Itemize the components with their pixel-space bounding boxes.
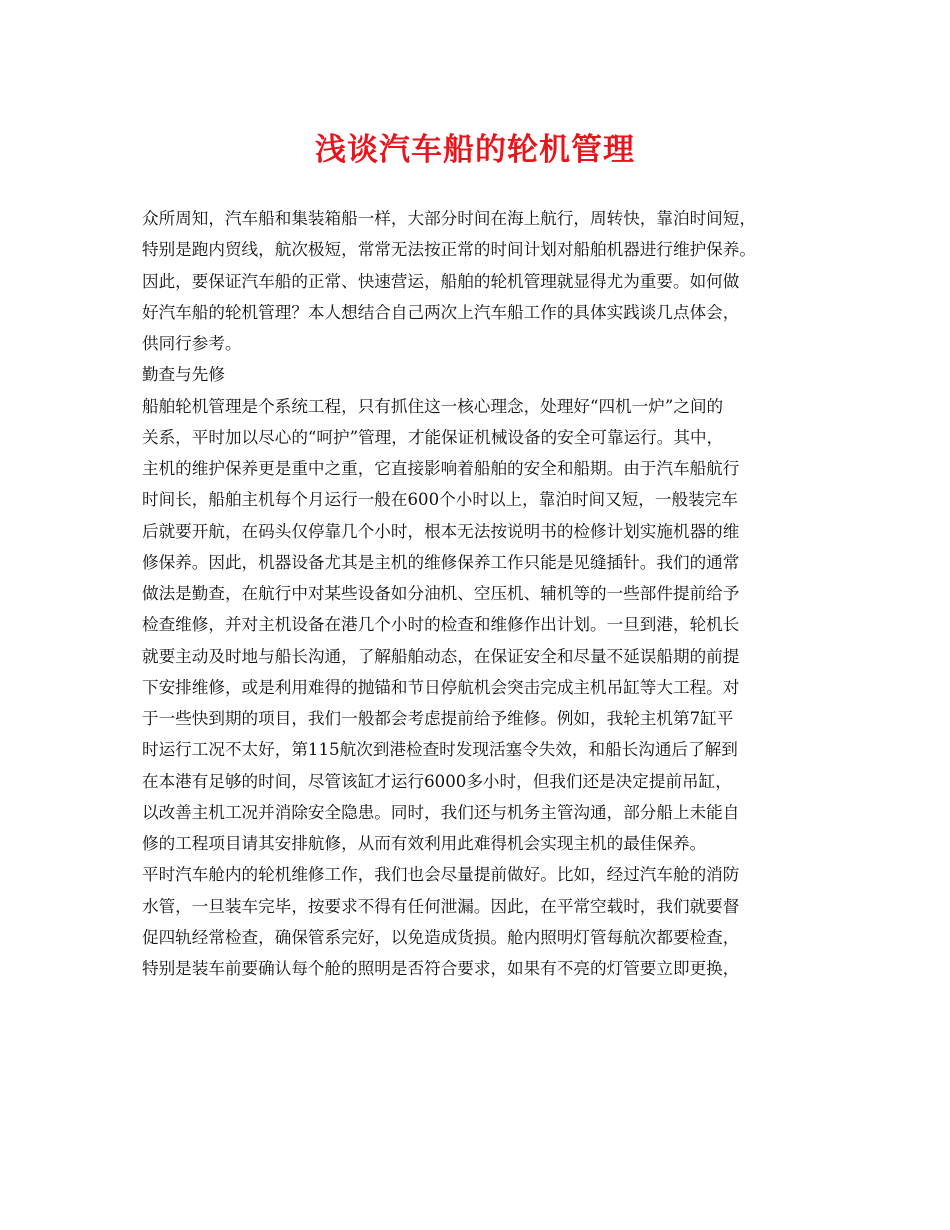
text-line: 下安排维修，或是利用难得的抛锚和节日停航机会突击完成主机吊缸等大工程。对 — [142, 677, 740, 697]
document-body — [142, 203, 842, 984]
text-line: 做法是勤查，在航行中对某些设备如分油机、空压机、辅机等的一些部件提前给予 — [142, 584, 740, 603]
text-line: 在本港有足够的时间，尽管该缸才运行6000多小时，但我们还是决定提前吊缸， — [142, 771, 732, 791]
text-line: 众所周知，汽车船和集装箱船一样，大部分时间在海上航行，周转快，靠泊时间短， — [142, 209, 756, 228]
text-line: 检查维修，并对主机设备在港几个小时的检查和维修作出计划。一旦到港，轮机长 — [142, 615, 740, 635]
text-line: 因此，要保证汽车船的正常、快速营运，船舶的轮机管理就显得尤为重要。如何做 — [142, 271, 740, 291]
text-line: 水管，一旦装车完毕，按要求不得有任何泄漏。因此，在平常空载时，我们就要督 — [142, 896, 740, 916]
text-line: 以改善主机工况并消除安全隐患。同时，我们还与机务主管沟通，部分船上未能自 — [142, 802, 740, 822]
text-line: 时间长，船舶主机每个月运行一般在600个小时以上，靠泊时间又短，一般装完车 — [142, 490, 738, 510]
document-title: 浅谈汽车船的轮机管理 — [315, 132, 635, 168]
text-line: 修的工程项目请其安排航修，从而有效利用此难得机会实现主机的最佳保养。 — [142, 834, 707, 853]
text-line: 船舶轮机管理是个系统工程，只有抓住这一核心理念，处理好“四机一炉”之间的 — [142, 396, 724, 416]
text-line: 关系，平时加以尽心的“呵护”管理，才能保证机械设备的安全可靠运行。其中， — [142, 427, 724, 447]
text-line: 就要主动及时地与船长沟通，了解船舶动态，在保证安全和尽量不延误船期的前提 — [142, 646, 740, 666]
text-line: 于一些快到期的项目，我们一般都会考虑提前给予维修。例如，我轮主机第7缸平 — [142, 709, 734, 728]
text-line: 主机的维护保养更是重中之重，它直接影响着船舶的安全和船期。由于汽车船航行 — [142, 459, 740, 478]
text-line: 时运行工况不太好，第115航次到港检查时发现活塞令失效，和船长沟通后了解到 — [142, 740, 738, 760]
text-line: 好汽车船的轮机管理？本人想结合自己两次上汽车船工作的具体实践谈几点体会， — [142, 302, 740, 322]
text-line: 促四轨经常检查，确保管系完好，以免造成货损。舱内照明灯管每航次都要检查， — [142, 927, 740, 947]
text-line: 修保养。因此，机器设备尤其是主机的维修保养工作只能是见缝插针。我们的通常 — [142, 552, 740, 572]
text-line: 平时汽车舱内的轮机维修工作，我们也会尽量提前做好。比如，经过汽车舱的消防 — [142, 865, 740, 885]
section-heading: 勤查与先修 — [142, 365, 225, 385]
text-line: 后就要开航，在码头仅停靠几个小时，根本无法按说明书的检修计划实施机器的维 — [142, 521, 740, 541]
text-line: 供同行参考。 — [142, 334, 242, 353]
text-line: 特别是跑内贸线，航次极短，常常无法按正常的时间计划对船舶机器进行维护保养。 — [142, 240, 756, 260]
text-line: 特别是装车前要确认每个舱的照明是否符合要求，如果有不亮的灯管要立即更换， — [142, 959, 740, 978]
